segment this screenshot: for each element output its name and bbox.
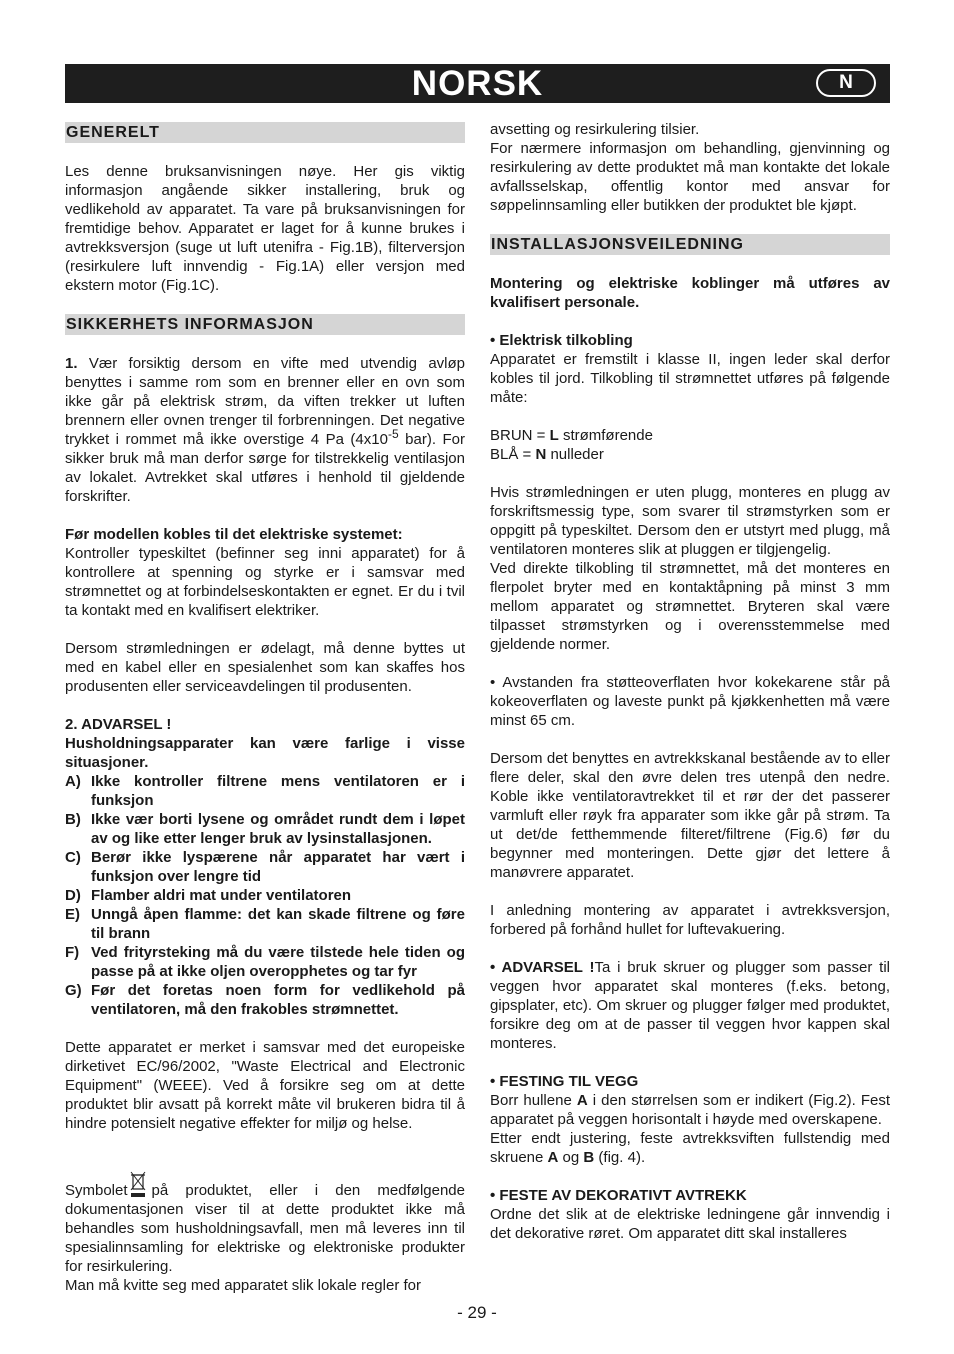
language-banner xyxy=(65,64,890,103)
wall-mount-title: • FESTING TIL VEGG xyxy=(490,1073,639,1090)
install-intro: Montering og elektriske koblinger må utføres av kvalifisert personale. xyxy=(490,275,890,311)
crossed-bin-icon xyxy=(130,1171,146,1199)
dispose-text: Man må kvitte seg med apparatet slik lokale regler for xyxy=(65,1277,421,1294)
warning-list xyxy=(65,772,465,1019)
duct-text: Dersom det benyttes en avtrekkskanal bestående av to eller flere deler, skal den øvre delen tres utenpå den nedre. Koble ikke ventilatoravtrekket til et rør der det passerer varmluft eller røyk fra apparater som ikke går på strøm. Ta ut det/de fetthemmende filteret/filtrene (Fig.6) før du begynner med monteringen. Dette gjør det lettere å manøvrere apparatet. xyxy=(490,750,890,881)
warning-item: E) Unngå åpen flamme: det kan skade filtrene og føre til brann xyxy=(65,906,465,942)
language-badge: N xyxy=(816,69,876,97)
direct-connection-text: Ved direkte tilkobling til strømnettet, må det monteres en flerpolet bryter med en kontaktåpning på minst 3 mm mellom apparatet og strømnettet. Bryteren skal være tilpasset strømstyrken og i overensstemmelse med gjeldende normer. xyxy=(490,560,890,653)
warning-item: F) Ved frityrsteking må du være tilstede hele tiden og passe på at ikke oljen overopphetes og tar fyr xyxy=(65,944,465,980)
right-column xyxy=(490,120,890,1243)
section-heading-sikkerhet: SIKKERHETS INFORMASJON xyxy=(65,314,465,335)
advarsel-text: • ADVARSEL !Ta i bruk skruer og plugger som passer til veggen hvor apparatet skal monteres (f.eks. betong, gipsplater, etc). Om skruer og plugger følger med produktet, forsikre deg om at de passer til veggen hvor kappen skal monteres. xyxy=(490,959,890,1052)
pre-connection-title: Før modellen kobles til det elektriske systemet: xyxy=(65,526,403,543)
weee-text: Dette apparatet er merket i samsvar med det europeiske dirketivet EC/96/2002, "Waste Electrical and Electronic Equipment" (WEEE). Ved å forsikre seg om at dette produktet blir avsatt på korrekt måte vil brukeren bidra til å hindre potensielt negative effekter for miljø og helse. xyxy=(65,1039,465,1132)
safety-paragraph-1: 1. Vær forsiktig dersom en vifte med utvendig avløp benyttes i samme rom som en brenner eller en ovn som ikke går på elektrisk strøm, da viften trekker ut luften brennern eller ovnen trenger til forbrenningen. Det negative trykket i rommet må ikke overstige 4 Pa ($4x10^{-5}$ bar). For sikker bruk må man derfor sørge for tilstrekkelig ventilasjon av lokalet. Avtrekket skal utføres i henhold til gjeldende forskrifter. xyxy=(65,355,465,505)
section-heading-installasjon: INSTALLASJONSVEILEDNING xyxy=(490,234,890,255)
brown-wire-line: BRUN = L strømførende xyxy=(490,427,653,444)
mounting-text: I anledning montering av apparatet i avtrekksversjon, forbered på forhånd hullet for luftevakuering. xyxy=(490,902,890,938)
decorative-title: • FESTE AV DEKORATIVT AVTREKK xyxy=(490,1187,747,1204)
decorative-text: Ordne det slik at de elektriske ledningene går innvendig i det dekorative røret. Om apparatet ditt skal installeres xyxy=(490,1206,890,1242)
section-heading-generelt: GENERELT xyxy=(65,122,465,143)
pre-connection-text: Kontroller typeskiltet (befinner seg inni apparatet) for å kontrollere at spenning og styrke er i samsvar med strømnettet og at forbindelseskontakten er egnet. Er du i tvil ta kontakt med en kvalifisert elektriker. xyxy=(65,545,465,619)
warning-item: D) Flamber aldri mat under ventilatoren xyxy=(65,887,352,904)
distance-text: • Avstanden fra støtteoverflaten hvor kokekarene står på kokeoverflaten og laveste punkt på kjøkkenhetten må være minst 65 cm. xyxy=(490,674,890,729)
recycling-info-text: For nærmere informasjon om behandling, gjenvinning og resirkulering av dette produktet må man kontakte det lokale avfallsselskap, offentlig kontor med ansvar for søppelinnsamling eller butikken der produktet ble kjøpt. xyxy=(490,140,890,214)
warning-item: A) Ikke kontroller filtrene mens ventilatoren er i funksjon xyxy=(65,773,465,809)
electrical-title: • Elektrisk tilkobling xyxy=(490,332,633,349)
plug-text: Hvis strømledningen er uten plugg, monteres en plugg av forskriftsmessig type, som svarer til strømstyrken som er oppgitt på typeskiltet. Dersom den er utstyrt med plugg, må ventilatoren monteres slik at pluggen er tilgjengelig. xyxy=(490,484,890,558)
wall-mount-text-2: Etter endt justering, feste avtrekksviften fullstendig med skruene A og B (fig. 4). xyxy=(490,1130,890,1166)
blue-wire-line: BLÅ = N nulleder xyxy=(490,446,604,463)
continued-text: avsetting og resirkulering tilsier. xyxy=(490,121,700,138)
warning-item: C) Berør ikke lyspærene når apparatet har vært i funksjon over lengre tid xyxy=(65,849,465,885)
warning-intro: Husholdningsapparater kan være farlige i visse situasjoner. xyxy=(65,735,465,771)
generelt-text: Les denne bruksanvisningen nøye. Her gis viktig informasjon angående sikker installering, bruk og vedlikehold av apparatet. Ta vare på bruksanvisningen for fremtidige behov. Apparatet er laget for å kunne brukes i avtrekksversjon (suge ut luft utenifra - Fig.1B), filterversjon (resirkulere luft innvendig - Fig.1A) eller versjon med ekstern motor (Fig.1C). xyxy=(65,163,465,294)
left-column xyxy=(65,122,465,1295)
page-title: NORSK xyxy=(411,64,544,103)
electrical-text: Apparatet er fremstilt i klasse II, ingen leder skal derfor kobles til jord. Tilkobling til strømnettet utføres på følgende måte: xyxy=(490,351,890,406)
cord-text: Dersom strømledningen er ødelagt, må denne byttes ut med en kabel eller en spesialenhet som kan skaffes hos produsenten eller serviceavdelingen til produsenten. xyxy=(65,640,465,695)
warning-item: G) Før det foretas noen form for vedlikehold på ventilatoren, må den frakobles strømnettet. xyxy=(65,982,465,1018)
warning-item: B) Ikke vær borti lysene og området rundt dem i løpet av og like etter lenger bruk av lysinstallasjonen. xyxy=(65,811,465,847)
page-number: - 29 - xyxy=(457,1303,497,1322)
warning-title: 2. ADVARSEL ! xyxy=(65,716,172,733)
wall-mount-text-1: Borr hullene A i den størrelsen som er indikert (Fig.2). Fest apparatet på veggen horisontalt i høyde med overskapene. xyxy=(490,1092,890,1128)
symbol-text: Symbolet på produktet, eller i den medfølgende dokumentasjonen viser til at dette produktet ikke må behandles som husholdningsavfall, men må leveres inn til spesialinnsamling for elektriske og elektroniske produkter for resirkulering. xyxy=(65,1171,465,1276)
